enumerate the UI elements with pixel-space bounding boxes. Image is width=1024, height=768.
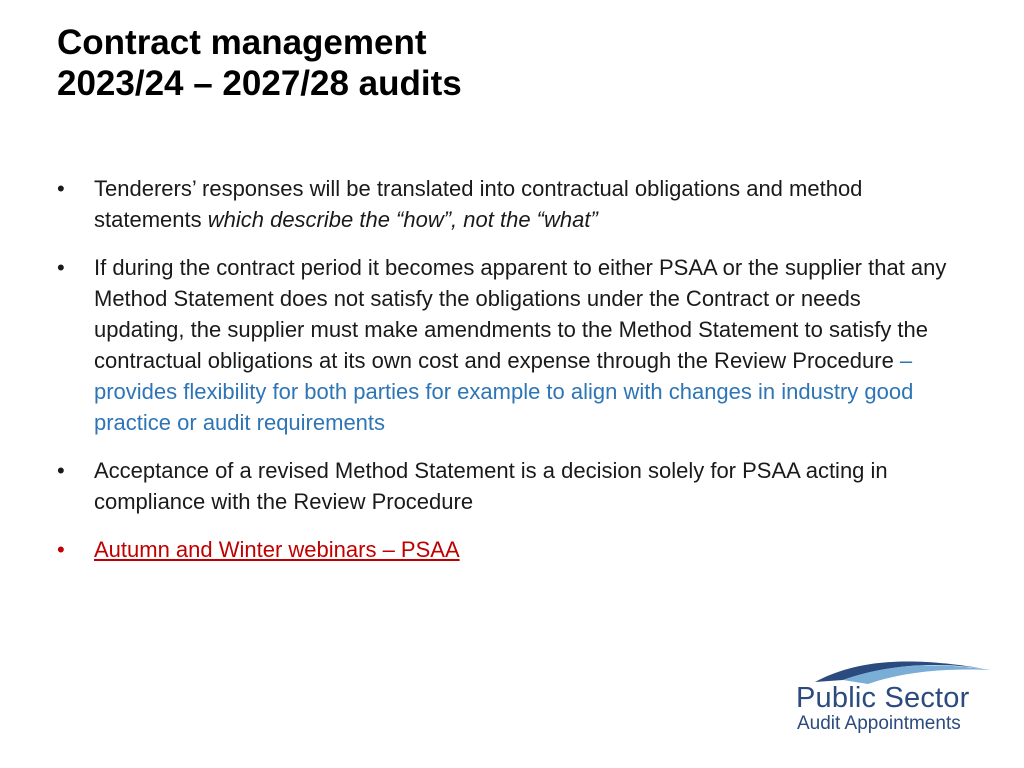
bullet-item-contract-period: [57, 252, 957, 438]
psaa-logo: [793, 652, 993, 742]
bullet-text: Tenderers’ responses will be translated into contractual obligations and method statements: [94, 176, 863, 232]
slide-title-line2: 2023/24 – 2027/28 audits: [57, 64, 462, 103]
logo-text-line2: Audit Appointments: [797, 713, 961, 734]
bullet-list: [57, 173, 957, 582]
slide-title-line1: Contract management: [57, 23, 427, 62]
bullet-marker: •: [57, 176, 65, 201]
bullet-marker: •: [57, 458, 65, 483]
bullet-item-tenderers: [57, 173, 957, 235]
bullet-marker: •: [57, 255, 65, 280]
bullet-marker: •: [57, 537, 65, 562]
bullet-text: Acceptance of a revised Method Statement is a decision solely for PSAA acting in compliance with the Review Procedure: [94, 458, 888, 514]
logo-wave-icon: [813, 652, 993, 686]
bullet-text: If during the contract period it becomes apparent to either PSAA or the supplier that any Method Statement does not satisfy the obligations under the Contract or needs updating, the supplier must make amendments to the Method Statement to satisfy the contractual obligations at its own cost and expense through the Review Procedure: [94, 255, 947, 373]
bullet-text-highlight: – provides flexibility for both parties for example to align with changes in industry good practice or audit requirements: [94, 348, 914, 435]
logo-text-line1: Public Sector: [796, 682, 970, 714]
slide-title: [57, 22, 462, 104]
bullet-item-acceptance: [57, 455, 957, 517]
webinars-link[interactable]: Autumn and Winter webinars – PSAA: [94, 537, 460, 562]
bullet-item-webinars: [57, 534, 957, 565]
bullet-text-italic: which describe the “how”, not the “what”: [207, 207, 598, 232]
